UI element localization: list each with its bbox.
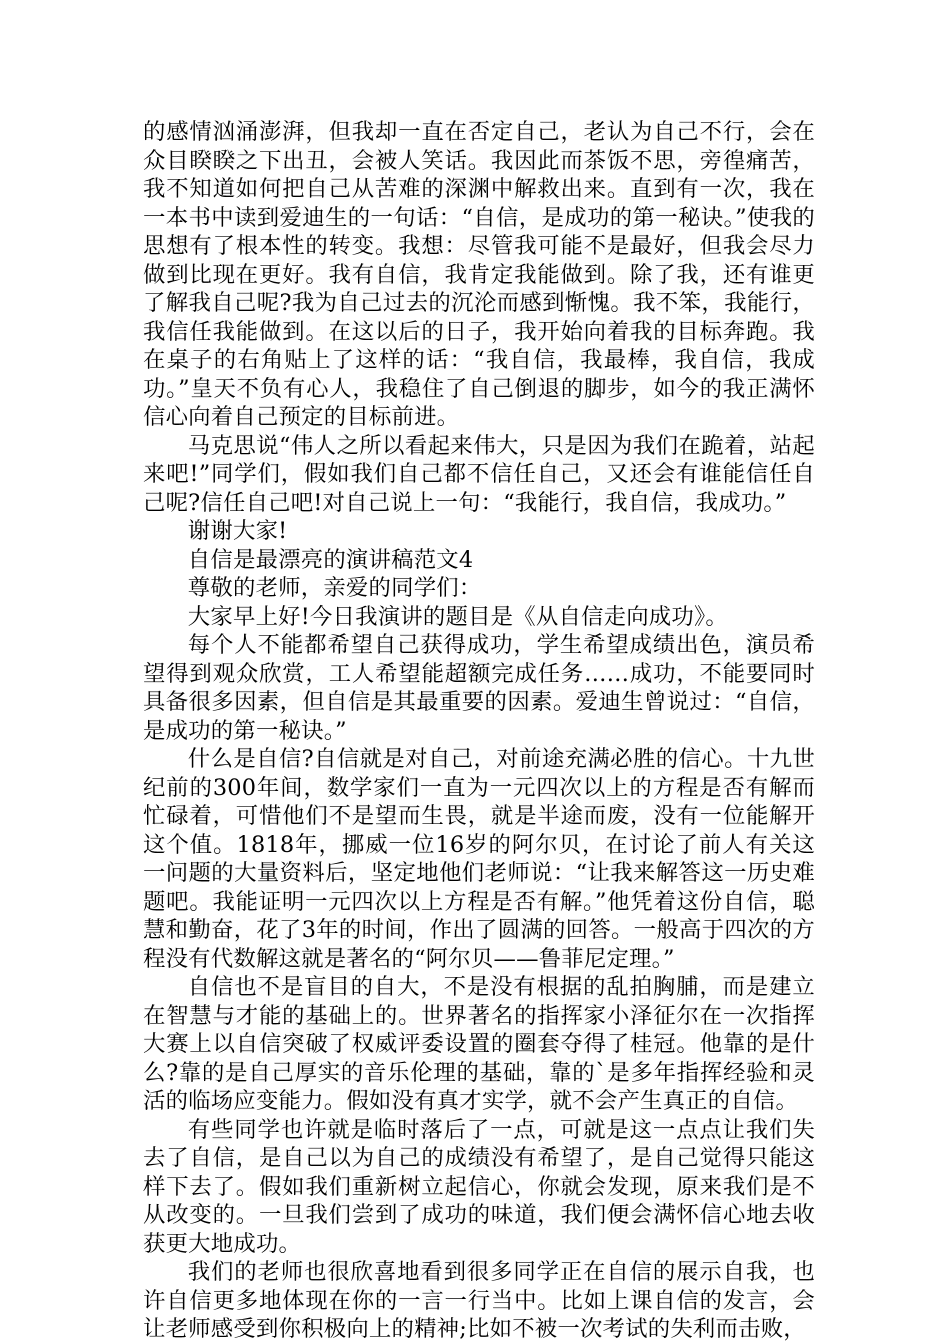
document-page — [143, 118, 815, 1344]
paragraph-9: 自信也不是盲目的自大，不是没有根据的乱拍胸脯，而是建立在智慧与才能的基础上的。世界著名的指挥家小泽征尔在一次指挥大赛上以自信突破了权威评委设置的圈套夺得了桂冠。他靠的是什么?靠的是自己厚实的音乐伦理的基础，靠的`是多年指挥经验和灵活的临场应变能力。假如没有真才实学，就不会产生真正的自信。 — [143, 974, 815, 1114]
paragraph-4-heading: 自信是最漂亮的演讲稿范文4 — [187, 546, 474, 573]
paragraph-11: 我们的老师也很欣喜地看到很多同学正在自信的展示自我，也许自信更多地体现在你的一言一行当中。比如上课自信的发言，会让老师感受到你积极向上的精神;比如不被一次考试的失利而击败， — [143, 1259, 815, 1342]
paragraph-2: 马克思说“伟人之所以看起来伟大，只是因为我们在跪着，站起来吧!”同学们，假如我们自己都不信任自己，又还会有谁能信任自己呢?信任自己吧!对自己说上一句：“我能行，我自信，我成功。” — [143, 432, 815, 516]
paragraph-7: 每个人不能都希望自己获得成功，学生希望成绩出色，演员希望得到观众欣赏，工人希望能超额完成任务……成功，不能要同时具备很多因素，但自信是其最重要的因素。爱迪生曾说过：“自信，是成功的第一秘诀。” — [143, 632, 815, 744]
paragraph-6-greeting: 大家早上好!今日我演讲的题目是《从自信走向成功》。 — [187, 603, 728, 630]
paragraph-10: 有些同学也许就是临时落后了一点，可就是这一点点让我们失去了自信，是自己以为自己的成绩没有希望了，是自己觉得只能这样下去了。假如我们重新树立起信心，你就会发现，原来我们是不从改变的。一旦我们尝到了成功的味道，我们便会满怀信心地去收获更大地成功。 — [143, 1116, 815, 1257]
paragraph-3-thanks: 谢谢大家! — [187, 518, 288, 544]
paragraph-1: 的感情汹涌澎湃，但我却一直在否定自己，老认为自己不行，会在众目睽睽之下出丑，会被人笑话。我因此而茶饭不思，旁徨痛苦，我不知道如何把自己从苦难的深渊中解救出来。直到有一次，我在一本书中读到爱迪生的一句话：“自信，是成功的第一秘诀。”使我的思想有了根本性的转变。我想：尽管我可能不是最好，但我会尽力做到比现在更好。我有自信，我肯定我能做到。除了我，还有谁更了解我自己呢?我为自己过去的沉沦而感到惭愧。我不笨，我能行，我信任我能做到。在这以后的日子，我开始向着我的目标奔跑。我在桌子的右角贴上了这样的话：“我自信，我最棒，我自信，我成功。”皇天不负有心人，我稳住了自己倒退的脚步，如今的我正满怀信心向着自己预定的目标前进。 — [143, 119, 815, 430]
paragraph-8: 什么是自信?自信就是对自己，对前途充满必胜的信心。十九世纪前的300年间，数学家们一直为一元四次以上的方程是否有解而忙碌着，可惜他们不是望而生畏，就是半途而废，没有一位能解开这个值。1818年，挪威一位16岁的阿尔贝，在讨论了前人有关这一问题的大量资料后，坚定地他们老师说：“让我来解答这一历史难题吧。我能证明一元四次以上方程是否有解。”他凭着这份自信，聪慧和勤奋，花了3年的时间，作出了圆满的回答。一般高于四次的方程没有代数解这就是著名的“阿尔贝——鲁菲尼定理。” — [143, 746, 815, 972]
paragraph-5-salutation: 尊敬的老师，亲爱的同学们： — [187, 575, 482, 601]
